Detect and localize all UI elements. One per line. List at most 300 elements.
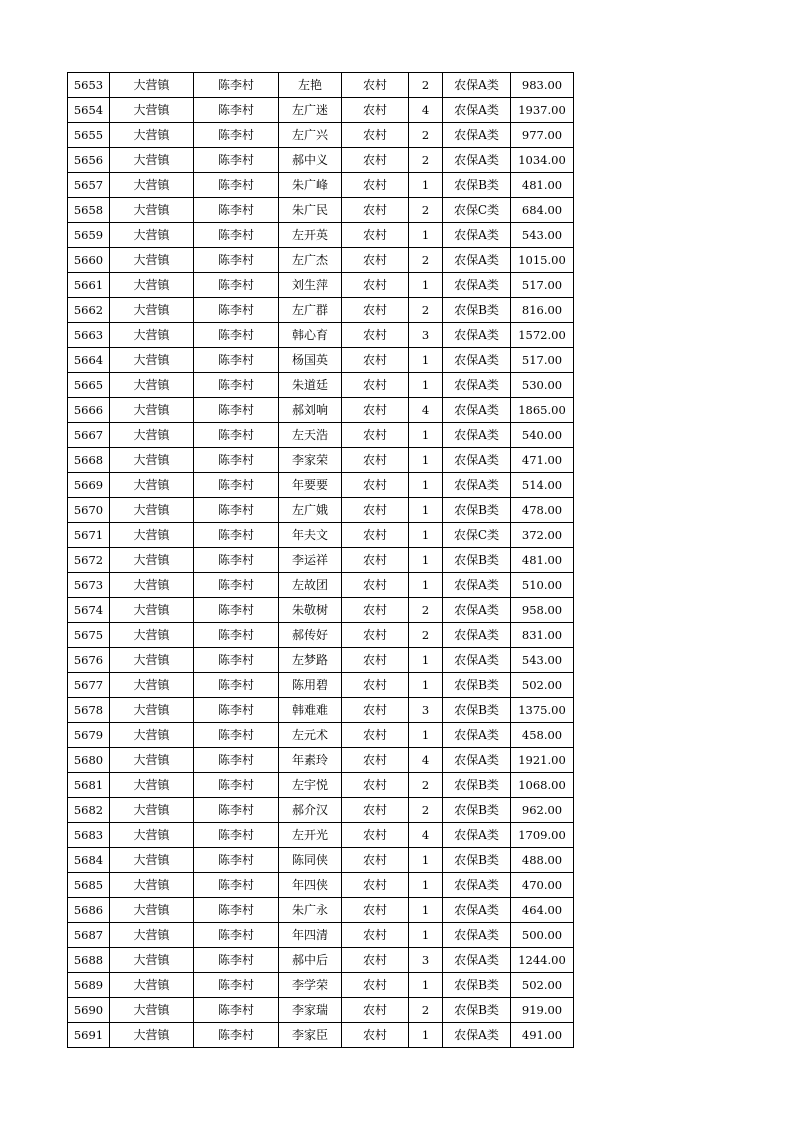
- table-row: [68, 273, 574, 298]
- cell-town: 大营镇: [110, 398, 194, 423]
- cell-village: 陈李村: [194, 623, 279, 648]
- cell-person-name: 韩心育: [279, 323, 342, 348]
- table-row: [68, 473, 574, 498]
- cell-serial-number: 5684: [68, 848, 110, 873]
- cell-member-count: 2: [409, 148, 443, 173]
- cell-village: 陈李村: [194, 1023, 279, 1048]
- cell-town: 大营镇: [110, 873, 194, 898]
- cell-person-name: 郝中后: [279, 948, 342, 973]
- cell-serial-number: 5672: [68, 548, 110, 573]
- cell-amount: 488.00: [511, 848, 574, 873]
- cell-village: 陈李村: [194, 648, 279, 673]
- cell-category: 农保A类: [443, 1023, 511, 1048]
- cell-town: 大营镇: [110, 648, 194, 673]
- cell-serial-number: 5665: [68, 373, 110, 398]
- cell-member-count: 1: [409, 523, 443, 548]
- cell-serial-number: 5653: [68, 73, 110, 98]
- cell-member-count: 2: [409, 198, 443, 223]
- cell-village: 陈李村: [194, 898, 279, 923]
- cell-amount: 481.00: [511, 548, 574, 573]
- cell-village: 陈李村: [194, 923, 279, 948]
- cell-village: 陈李村: [194, 773, 279, 798]
- table-row: [68, 623, 574, 648]
- cell-category: 农保A类: [443, 873, 511, 898]
- table-row: [68, 223, 574, 248]
- cell-member-count: 1: [409, 473, 443, 498]
- cell-town: 大营镇: [110, 748, 194, 773]
- cell-serial-number: 5674: [68, 598, 110, 623]
- cell-village: 陈李村: [194, 748, 279, 773]
- cell-village: 陈李村: [194, 598, 279, 623]
- cell-serial-number: 5656: [68, 148, 110, 173]
- cell-person-name: 年四清: [279, 923, 342, 948]
- table-row: [68, 898, 574, 923]
- cell-household-type: 农村: [342, 98, 409, 123]
- cell-household-type: 农村: [342, 1023, 409, 1048]
- cell-person-name: 李家臣: [279, 1023, 342, 1048]
- cell-serial-number: 5677: [68, 673, 110, 698]
- cell-household-type: 农村: [342, 998, 409, 1023]
- cell-town: 大营镇: [110, 298, 194, 323]
- cell-village: 陈李村: [194, 948, 279, 973]
- cell-person-name: 左开光: [279, 823, 342, 848]
- cell-person-name: 朱广峰: [279, 173, 342, 198]
- cell-category: 农保A类: [443, 948, 511, 973]
- cell-category: 农保A类: [443, 898, 511, 923]
- cell-category: 农保B类: [443, 973, 511, 998]
- cell-person-name: 朱道廷: [279, 373, 342, 398]
- cell-person-name: 左艳: [279, 73, 342, 98]
- cell-member-count: 1: [409, 723, 443, 748]
- cell-household-type: 农村: [342, 298, 409, 323]
- cell-town: 大营镇: [110, 548, 194, 573]
- cell-household-type: 农村: [342, 323, 409, 348]
- cell-member-count: 1: [409, 173, 443, 198]
- cell-person-name: 左广杰: [279, 248, 342, 273]
- cell-category: 农保A类: [443, 748, 511, 773]
- cell-serial-number: 5657: [68, 173, 110, 198]
- cell-household-type: 农村: [342, 373, 409, 398]
- cell-person-name: 朱广民: [279, 198, 342, 223]
- cell-town: 大营镇: [110, 423, 194, 448]
- table-row: [68, 673, 574, 698]
- cell-village: 陈李村: [194, 823, 279, 848]
- cell-serial-number: 5666: [68, 398, 110, 423]
- cell-category: 农保A类: [443, 573, 511, 598]
- cell-town: 大营镇: [110, 248, 194, 273]
- cell-person-name: 李学荣: [279, 973, 342, 998]
- cell-amount: 983.00: [511, 73, 574, 98]
- cell-amount: 1709.00: [511, 823, 574, 848]
- cell-person-name: 左故团: [279, 573, 342, 598]
- cell-town: 大营镇: [110, 448, 194, 473]
- cell-town: 大营镇: [110, 173, 194, 198]
- table-row: [68, 548, 574, 573]
- cell-serial-number: 5675: [68, 623, 110, 648]
- cell-town: 大营镇: [110, 898, 194, 923]
- cell-category: 农保B类: [443, 673, 511, 698]
- cell-member-count: 1: [409, 548, 443, 573]
- table-row: [68, 498, 574, 523]
- subsidy-roster-table: [67, 72, 574, 1048]
- cell-category: 农保A类: [443, 423, 511, 448]
- cell-category: 农保B类: [443, 548, 511, 573]
- cell-serial-number: 5691: [68, 1023, 110, 1048]
- table-row: [68, 298, 574, 323]
- cell-town: 大营镇: [110, 923, 194, 948]
- cell-person-name: 左宇悦: [279, 773, 342, 798]
- cell-person-name: 年夫文: [279, 523, 342, 548]
- cell-member-count: 2: [409, 798, 443, 823]
- cell-village: 陈李村: [194, 73, 279, 98]
- cell-household-type: 农村: [342, 873, 409, 898]
- cell-serial-number: 5662: [68, 298, 110, 323]
- cell-amount: 958.00: [511, 598, 574, 623]
- cell-serial-number: 5682: [68, 798, 110, 823]
- cell-village: 陈李村: [194, 223, 279, 248]
- cell-town: 大营镇: [110, 98, 194, 123]
- cell-village: 陈李村: [194, 873, 279, 898]
- cell-amount: 517.00: [511, 348, 574, 373]
- cell-amount: 470.00: [511, 873, 574, 898]
- cell-village: 陈李村: [194, 173, 279, 198]
- cell-member-count: 1: [409, 423, 443, 448]
- cell-person-name: 李家瑞: [279, 998, 342, 1023]
- cell-member-count: 4: [409, 748, 443, 773]
- cell-person-name: 陈同侠: [279, 848, 342, 873]
- cell-member-count: 2: [409, 773, 443, 798]
- table-row: [68, 123, 574, 148]
- cell-category: 农保A类: [443, 823, 511, 848]
- cell-member-count: 4: [409, 823, 443, 848]
- cell-household-type: 农村: [342, 948, 409, 973]
- cell-household-type: 农村: [342, 448, 409, 473]
- cell-household-type: 农村: [342, 223, 409, 248]
- cell-town: 大营镇: [110, 973, 194, 998]
- cell-serial-number: 5689: [68, 973, 110, 998]
- cell-household-type: 农村: [342, 398, 409, 423]
- cell-member-count: 3: [409, 948, 443, 973]
- cell-category: 农保B类: [443, 998, 511, 1023]
- cell-person-name: 朱广永: [279, 898, 342, 923]
- cell-village: 陈李村: [194, 273, 279, 298]
- cell-household-type: 农村: [342, 248, 409, 273]
- table-row: [68, 698, 574, 723]
- cell-category: 农保B类: [443, 698, 511, 723]
- cell-person-name: 朱敬树: [279, 598, 342, 623]
- cell-member-count: 1: [409, 498, 443, 523]
- table-row: [68, 173, 574, 198]
- cell-serial-number: 5659: [68, 223, 110, 248]
- cell-household-type: 农村: [342, 473, 409, 498]
- table-row: [68, 923, 574, 948]
- cell-amount: 1375.00: [511, 698, 574, 723]
- cell-member-count: 1: [409, 673, 443, 698]
- cell-person-name: 左梦路: [279, 648, 342, 673]
- cell-household-type: 农村: [342, 698, 409, 723]
- cell-member-count: 1: [409, 898, 443, 923]
- cell-amount: 471.00: [511, 448, 574, 473]
- cell-amount: 481.00: [511, 173, 574, 198]
- cell-category: 农保B类: [443, 298, 511, 323]
- cell-person-name: 左天浩: [279, 423, 342, 448]
- cell-category: 农保B类: [443, 798, 511, 823]
- cell-town: 大营镇: [110, 1023, 194, 1048]
- table-row: [68, 323, 574, 348]
- cell-village: 陈李村: [194, 973, 279, 998]
- table-row: [68, 373, 574, 398]
- cell-household-type: 农村: [342, 848, 409, 873]
- cell-amount: 510.00: [511, 573, 574, 598]
- cell-serial-number: 5673: [68, 573, 110, 598]
- cell-household-type: 农村: [342, 773, 409, 798]
- cell-category: 农保B类: [443, 498, 511, 523]
- cell-category: 农保A类: [443, 348, 511, 373]
- cell-person-name: 左广迷: [279, 98, 342, 123]
- cell-member-count: 2: [409, 123, 443, 148]
- cell-town: 大营镇: [110, 523, 194, 548]
- cell-serial-number: 5671: [68, 523, 110, 548]
- cell-village: 陈李村: [194, 673, 279, 698]
- cell-person-name: 年要要: [279, 473, 342, 498]
- cell-amount: 816.00: [511, 298, 574, 323]
- table-row: [68, 973, 574, 998]
- cell-category: 农保A类: [443, 123, 511, 148]
- roster-body: [68, 73, 574, 1048]
- cell-person-name: 左广群: [279, 298, 342, 323]
- cell-town: 大营镇: [110, 573, 194, 598]
- cell-town: 大营镇: [110, 223, 194, 248]
- cell-village: 陈李村: [194, 473, 279, 498]
- cell-amount: 458.00: [511, 723, 574, 748]
- cell-town: 大营镇: [110, 498, 194, 523]
- cell-serial-number: 5680: [68, 748, 110, 773]
- cell-household-type: 农村: [342, 623, 409, 648]
- cell-category: 农保A类: [443, 598, 511, 623]
- cell-town: 大营镇: [110, 948, 194, 973]
- cell-town: 大营镇: [110, 198, 194, 223]
- cell-village: 陈李村: [194, 98, 279, 123]
- cell-village: 陈李村: [194, 148, 279, 173]
- cell-household-type: 农村: [342, 548, 409, 573]
- cell-amount: 1034.00: [511, 148, 574, 173]
- cell-member-count: 1: [409, 573, 443, 598]
- cell-amount: 502.00: [511, 973, 574, 998]
- cell-amount: 478.00: [511, 498, 574, 523]
- cell-person-name: 郝中义: [279, 148, 342, 173]
- cell-person-name: 郝刘响: [279, 398, 342, 423]
- cell-member-count: 2: [409, 998, 443, 1023]
- cell-member-count: 1: [409, 923, 443, 948]
- cell-village: 陈李村: [194, 523, 279, 548]
- cell-village: 陈李村: [194, 998, 279, 1023]
- cell-village: 陈李村: [194, 573, 279, 598]
- cell-town: 大营镇: [110, 273, 194, 298]
- cell-member-count: 1: [409, 973, 443, 998]
- cell-member-count: 1: [409, 873, 443, 898]
- cell-serial-number: 5655: [68, 123, 110, 148]
- cell-member-count: 1: [409, 348, 443, 373]
- cell-village: 陈李村: [194, 448, 279, 473]
- table-row: [68, 948, 574, 973]
- cell-town: 大营镇: [110, 123, 194, 148]
- cell-town: 大营镇: [110, 373, 194, 398]
- cell-village: 陈李村: [194, 298, 279, 323]
- cell-serial-number: 5688: [68, 948, 110, 973]
- cell-person-name: 郝介汉: [279, 798, 342, 823]
- cell-amount: 517.00: [511, 273, 574, 298]
- table-row: [68, 573, 574, 598]
- cell-household-type: 农村: [342, 573, 409, 598]
- table-row: [68, 1023, 574, 1048]
- table-row: [68, 423, 574, 448]
- cell-person-name: 年素玲: [279, 748, 342, 773]
- cell-category: 农保A类: [443, 223, 511, 248]
- cell-amount: 962.00: [511, 798, 574, 823]
- cell-household-type: 农村: [342, 198, 409, 223]
- table-row: [68, 523, 574, 548]
- cell-village: 陈李村: [194, 548, 279, 573]
- table-row: [68, 748, 574, 773]
- table-row: [68, 873, 574, 898]
- cell-household-type: 农村: [342, 173, 409, 198]
- cell-serial-number: 5681: [68, 773, 110, 798]
- cell-person-name: 李运祥: [279, 548, 342, 573]
- cell-amount: 684.00: [511, 198, 574, 223]
- cell-serial-number: 5664: [68, 348, 110, 373]
- cell-village: 陈李村: [194, 123, 279, 148]
- cell-amount: 1865.00: [511, 398, 574, 423]
- table-row: [68, 823, 574, 848]
- cell-category: 农保A类: [443, 923, 511, 948]
- table-row: [68, 73, 574, 98]
- cell-member-count: 2: [409, 73, 443, 98]
- cell-category: 农保A类: [443, 398, 511, 423]
- cell-person-name: 刘生萍: [279, 273, 342, 298]
- cell-town: 大营镇: [110, 723, 194, 748]
- cell-category: 农保A类: [443, 723, 511, 748]
- table-row: [68, 148, 574, 173]
- cell-serial-number: 5669: [68, 473, 110, 498]
- table-row: [68, 723, 574, 748]
- cell-member-count: 4: [409, 98, 443, 123]
- cell-person-name: 陈用碧: [279, 673, 342, 698]
- cell-town: 大营镇: [110, 848, 194, 873]
- cell-category: 农保A类: [443, 148, 511, 173]
- cell-amount: 1572.00: [511, 323, 574, 348]
- cell-person-name: 年四侠: [279, 873, 342, 898]
- cell-serial-number: 5658: [68, 198, 110, 223]
- cell-amount: 543.00: [511, 648, 574, 673]
- cell-category: 农保A类: [443, 248, 511, 273]
- cell-amount: 1068.00: [511, 773, 574, 798]
- cell-village: 陈李村: [194, 848, 279, 873]
- cell-household-type: 农村: [342, 73, 409, 98]
- cell-serial-number: 5683: [68, 823, 110, 848]
- cell-serial-number: 5668: [68, 448, 110, 473]
- cell-member-count: 1: [409, 648, 443, 673]
- cell-town: 大营镇: [110, 798, 194, 823]
- cell-town: 大营镇: [110, 323, 194, 348]
- cell-household-type: 农村: [342, 898, 409, 923]
- cell-household-type: 农村: [342, 498, 409, 523]
- cell-serial-number: 5685: [68, 873, 110, 898]
- cell-member-count: 3: [409, 698, 443, 723]
- cell-amount: 502.00: [511, 673, 574, 698]
- cell-town: 大营镇: [110, 698, 194, 723]
- table-row: [68, 773, 574, 798]
- cell-member-count: 2: [409, 623, 443, 648]
- table-row: [68, 248, 574, 273]
- cell-member-count: 2: [409, 598, 443, 623]
- cell-person-name: 左广娥: [279, 498, 342, 523]
- cell-member-count: 3: [409, 323, 443, 348]
- cell-village: 陈李村: [194, 198, 279, 223]
- cell-household-type: 农村: [342, 723, 409, 748]
- cell-member-count: 2: [409, 298, 443, 323]
- cell-person-name: 李家荣: [279, 448, 342, 473]
- cell-amount: 1921.00: [511, 748, 574, 773]
- cell-village: 陈李村: [194, 698, 279, 723]
- cell-household-type: 农村: [342, 973, 409, 998]
- cell-village: 陈李村: [194, 798, 279, 823]
- cell-person-name: 郝传好: [279, 623, 342, 648]
- cell-category: 农保A类: [443, 448, 511, 473]
- cell-town: 大营镇: [110, 823, 194, 848]
- cell-category: 农保A类: [443, 648, 511, 673]
- cell-amount: 372.00: [511, 523, 574, 548]
- table-row: [68, 798, 574, 823]
- cell-serial-number: 5667: [68, 423, 110, 448]
- cell-category: 农保B类: [443, 173, 511, 198]
- cell-serial-number: 5663: [68, 323, 110, 348]
- cell-member-count: 1: [409, 223, 443, 248]
- cell-person-name: 韩难难: [279, 698, 342, 723]
- cell-person-name: 左开英: [279, 223, 342, 248]
- cell-serial-number: 5679: [68, 723, 110, 748]
- cell-person-name: 左元术: [279, 723, 342, 748]
- cell-member-count: 1: [409, 848, 443, 873]
- table-row: [68, 648, 574, 673]
- cell-category: 农保A类: [443, 73, 511, 98]
- cell-village: 陈李村: [194, 248, 279, 273]
- cell-amount: 977.00: [511, 123, 574, 148]
- table-row: [68, 998, 574, 1023]
- cell-category: 农保B类: [443, 848, 511, 873]
- cell-household-type: 农村: [342, 598, 409, 623]
- cell-village: 陈李村: [194, 423, 279, 448]
- cell-amount: 831.00: [511, 623, 574, 648]
- cell-category: 农保B类: [443, 773, 511, 798]
- table-row: [68, 198, 574, 223]
- cell-town: 大营镇: [110, 73, 194, 98]
- cell-town: 大营镇: [110, 148, 194, 173]
- cell-household-type: 农村: [342, 148, 409, 173]
- cell-town: 大营镇: [110, 348, 194, 373]
- cell-category: 农保A类: [443, 98, 511, 123]
- cell-amount: 491.00: [511, 1023, 574, 1048]
- table-row: [68, 598, 574, 623]
- cell-village: 陈李村: [194, 323, 279, 348]
- cell-serial-number: 5676: [68, 648, 110, 673]
- table-row: [68, 398, 574, 423]
- cell-amount: 464.00: [511, 898, 574, 923]
- cell-person-name: 杨国英: [279, 348, 342, 373]
- cell-town: 大营镇: [110, 673, 194, 698]
- cell-amount: 1244.00: [511, 948, 574, 973]
- cell-category: 农保C类: [443, 523, 511, 548]
- cell-amount: 1015.00: [511, 248, 574, 273]
